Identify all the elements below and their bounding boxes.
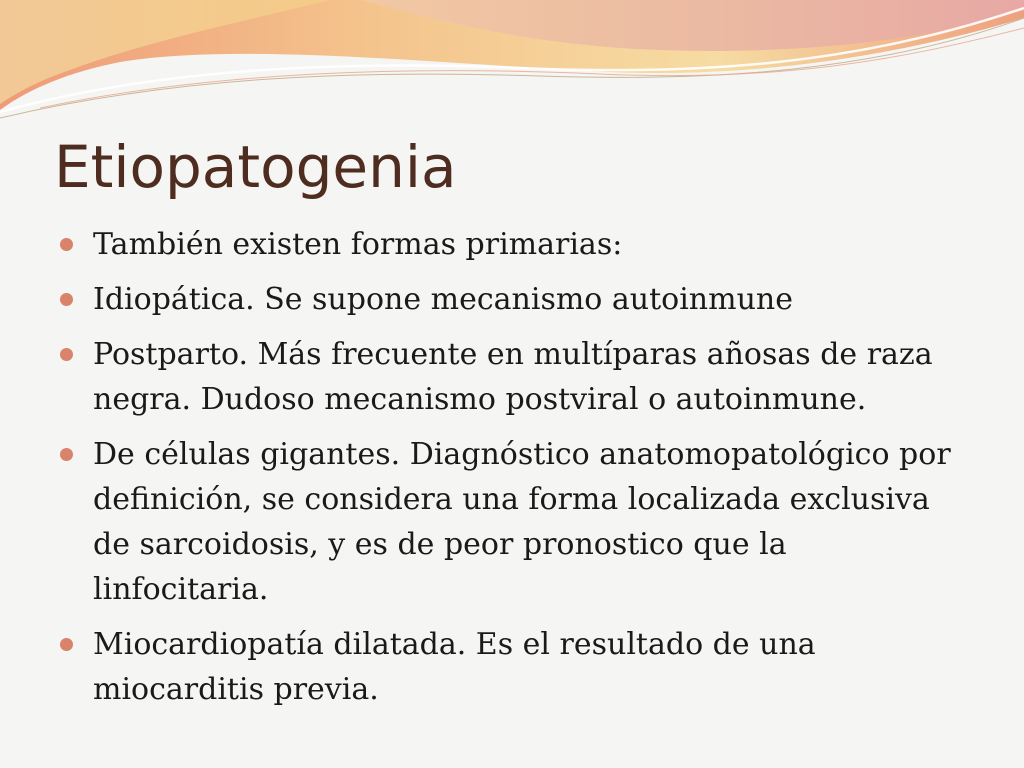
bullet-text: También existen formas primarias: bbox=[93, 227, 623, 262]
bullet-text: Miocardiopatía dilatada. Es el resultado de una miocarditis previa. bbox=[93, 627, 816, 707]
bullet-item bbox=[60, 277, 970, 322]
bullet-item bbox=[60, 222, 970, 267]
bullet-text: De células gigantes. Diagnóstico anatomopatológico por definición, se considera una forma localizada exclusiva de sarcoidosis, y es de peor pronostico que la linfocitaria. bbox=[93, 437, 951, 607]
bullet-list bbox=[60, 222, 970, 722]
circle-bullet-icon bbox=[60, 238, 73, 251]
bullet-item bbox=[60, 622, 970, 712]
bullet-text: Idiopática. Se supone mecanismo autoinmune bbox=[93, 282, 793, 317]
circle-bullet-icon bbox=[60, 448, 73, 461]
circle-bullet-icon bbox=[60, 638, 73, 651]
decorative-wave-banner bbox=[0, 0, 1024, 130]
bullet-item bbox=[60, 432, 970, 612]
bullet-text: Postparto. Más frecuente en multíparas añosas de raza negra. Dudoso mecanismo postviral o autoinmune. bbox=[93, 337, 933, 417]
circle-bullet-icon bbox=[60, 293, 73, 306]
circle-bullet-icon bbox=[60, 348, 73, 361]
slide-title: Etiopatogenia bbox=[54, 133, 457, 201]
bullet-item bbox=[60, 332, 970, 422]
